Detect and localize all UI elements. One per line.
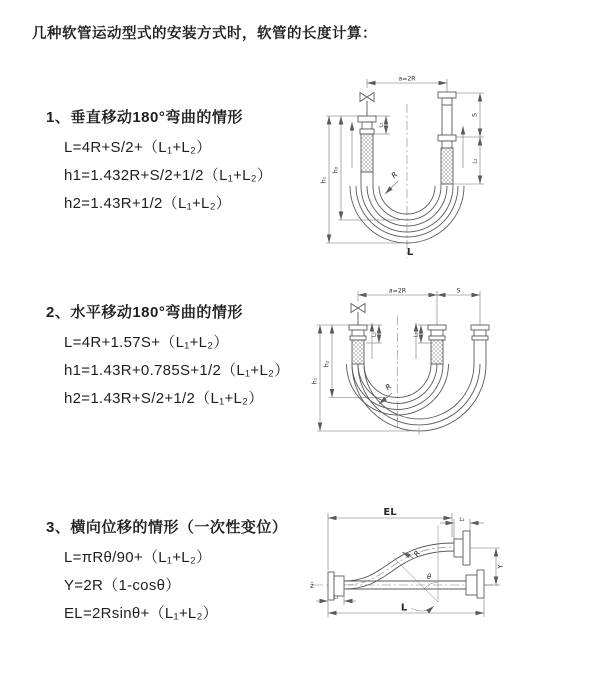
valve-icon xyxy=(360,93,374,117)
section-heading: 3、横向位移的情形（一次性变位） xyxy=(46,519,288,536)
dim-l xyxy=(328,599,484,617)
dim-label-h2: h₂ xyxy=(332,166,340,174)
dim-label-l2: L₂ xyxy=(413,331,420,338)
formula-line: h1=1.432R+S/2+1/2（L₁+L₂） xyxy=(64,167,273,184)
formula-line: h2=1.43R+1/2（L₁+L₂） xyxy=(64,195,232,212)
page-title: 几种软管运动型式的安装方式时，软管的长度计算： xyxy=(32,26,377,42)
left-port-flange xyxy=(349,325,367,364)
formula-line: Y=2R（1-cosθ） xyxy=(64,577,181,594)
formula-line: h2=1.43R+S/2+1/2（L₁+L₂） xyxy=(64,390,264,407)
right-flange-original xyxy=(466,570,484,598)
dim-label-radius: R xyxy=(383,381,394,393)
dim-label-l1: L₁ xyxy=(371,331,378,338)
dim-label-h1: h₁ xyxy=(311,377,319,385)
dim-label-length: L xyxy=(406,247,414,258)
dim-label-l2: L₂ xyxy=(459,517,465,523)
axis-label-z: z̄ xyxy=(310,582,314,590)
formula-line: L=4R+1.57S+（L₁+L₂） xyxy=(64,334,229,351)
formula-list xyxy=(64,544,287,628)
diagram-lateral-displacement xyxy=(292,497,599,649)
left-leg-hose xyxy=(361,172,373,186)
dim-label-y: Y xyxy=(496,564,505,569)
dim-label-span: a=2R xyxy=(398,75,416,83)
section-lateral-displacement xyxy=(46,516,287,628)
dim-l2 xyxy=(440,517,484,539)
section-heading: 1、垂直移动180°弯曲的情形 xyxy=(46,109,243,126)
dim-label-theta: θ xyxy=(426,573,432,581)
formula-list xyxy=(64,329,290,413)
dim-label-s: S xyxy=(471,113,479,117)
dim-l1 xyxy=(316,595,356,606)
dim-label-el: EL xyxy=(383,507,397,518)
dim-label-h1: h₁ xyxy=(320,176,328,184)
middle-port-flange xyxy=(428,325,446,364)
formula-line: L=πRθ/90+（L₁+L₂） xyxy=(64,549,212,566)
dim-l2 xyxy=(454,137,484,184)
diagram-vertical-180-bend xyxy=(312,68,597,266)
dim-s xyxy=(456,93,484,137)
radius-callout xyxy=(385,170,399,194)
section-vertical-move xyxy=(46,106,272,218)
right-port-flange xyxy=(438,92,456,186)
formula-list xyxy=(64,134,272,218)
right-flange-displaced xyxy=(454,531,470,565)
dim-label-span: a=2R xyxy=(388,287,407,295)
formula-line: EL=2Rsinθ+（L₁+L₂） xyxy=(64,605,218,622)
formula-line: h1=1.43R+0.785S+1/2（L₁+L₂） xyxy=(64,362,290,379)
left-port-flange xyxy=(358,116,376,172)
dim-l1 xyxy=(366,325,382,343)
dim-label-radius: R xyxy=(389,169,400,181)
dim-label-l1: L₁ xyxy=(378,122,385,128)
dim-label-length: L xyxy=(400,602,408,614)
movement-arrows xyxy=(372,323,416,359)
section-horizontal-move xyxy=(46,301,290,413)
right-port-flange xyxy=(471,325,489,364)
dim-label-s: S xyxy=(456,287,461,295)
valve-icon xyxy=(351,304,365,326)
angle-construction xyxy=(394,525,438,611)
dim-label-l1: L₁ xyxy=(333,594,339,601)
dim-el xyxy=(328,507,452,570)
dim-label-l2: L₂ xyxy=(472,158,479,164)
section-heading: 2、水平移动180°弯曲的情形 xyxy=(46,304,243,321)
diagram-horizontal-180-bend xyxy=(302,281,599,459)
formula-line: L=4R+S/2+（L₁+L₂） xyxy=(64,139,212,156)
dim-stroke-s xyxy=(437,288,480,326)
dim-label-radius: R xyxy=(411,548,423,559)
dim-label-h2: h₂ xyxy=(323,360,331,368)
dim-span-a2r xyxy=(367,76,447,95)
